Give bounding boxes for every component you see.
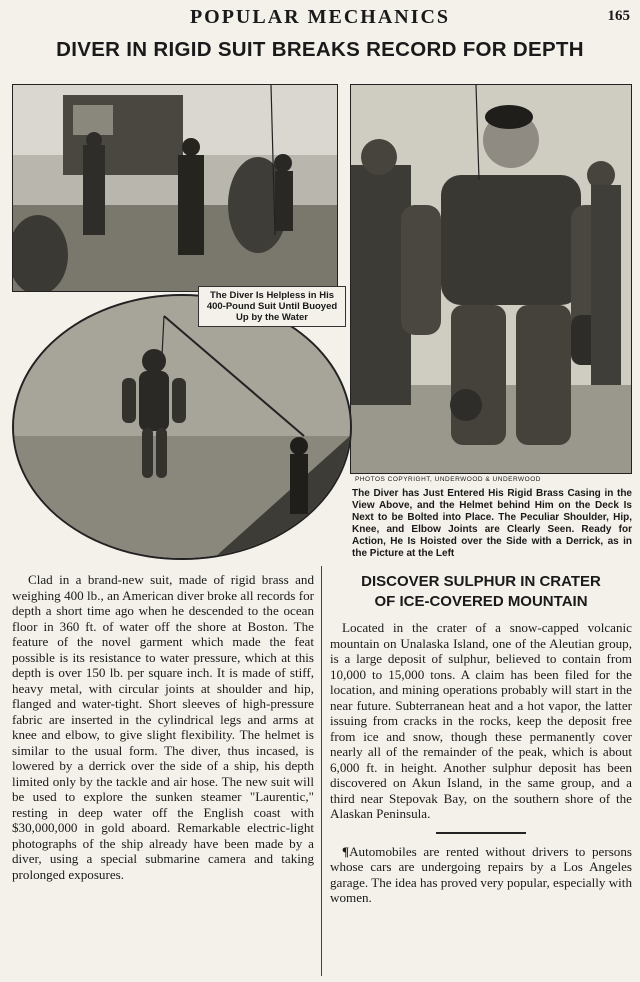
suit-photo-caption: The Diver has Just Entered His Rigid Brass Casing in the View Above, and the Helmet behind Him on the Deck Is Next to be Bolted into Place. The Peculiar Shoulder, Hip, Knee, and Elbow Joints are Clearly Seen. Ready for Action, He Is Hoisted over the Side with a Derrick, as in the Picture at the Left — [352, 488, 632, 559]
page-number: 165 — [607, 8, 630, 24]
sulphur-title-line-1: DISCOVER SULPHUR IN CRATER — [361, 573, 601, 590]
helpless-caption: The Diver Is Helpless in His 400-Pound Suit Until Buoyed Up by the Water — [198, 286, 346, 327]
automobile-brief-text: Automobiles are rented without drivers to persons whose cars are undergoing repairs by a Los Angeles garage. The idea has proved very popular, especially with women. — [330, 843, 632, 905]
headline: DIVER IN RIGID SUIT BREAKS RECORD FOR DEPTH — [56, 38, 584, 61]
diver-article — [12, 572, 314, 882]
column-divider — [321, 566, 322, 976]
sulphur-article-body: Located in the crater of a snow-capped volcanic mountain on Unalaska Island, one of the Aleutian group, is a large deposit of sulphur, believed to contain from 10,000 to 15,000 tons. A claim has been filed for the location, and mining operations probably will start in the near future. Subterranean heat and a hot vapor, the latter issuing from cracks in the rocks, keep the deposit free from ice and snow, though these permanently cover nearly all of the remainder of the peak, which is about 6,000 ft. in height. Another sulphur deposit has been discovered on Akun Island, in the same group, and a third near Stepovak Bay, on the southern shore of the Alaskan Peninsula. — [330, 620, 632, 821]
sulphur-title-line-2: OF ICE-COVERED MOUNTAIN — [374, 593, 588, 610]
page-header — [0, 6, 640, 28]
paragraph-mark-icon: ¶ — [342, 843, 350, 859]
automobile-brief — [330, 844, 632, 906]
masthead: POPULAR MECHANICS — [189, 6, 451, 28]
sulphur-article — [330, 572, 632, 906]
derrick-photo — [12, 294, 352, 560]
section-rule — [436, 832, 526, 834]
diver-article-body: Clad in a brand-new suit, made of rigid brass and weighing 400 lb., an American diver broke all records for depth a short time ago when he descended to the ocean floor in 360 ft. of water off the shore at Boston. The feature of the novel garment which made the feat possible is its resistance to water pressure, which at this depth is over 150 lb. per square inch. It is made of stiff, heavy metal, with circular joints at shoulder and hip, flanged and water-tight. Short sleeves of high-pressure fabric are inserted in the cylindrical legs and arms at knee and elbow, to give slight flexibility. The helmet is similar to the usual form. The diver, thus incased, is lowered by a derrick over the side of a ship, his depth limited only by the tackle and air hose. The new suit will be used to explore the sunken steamer "Laurentic," resting in deep water off the English coast with $30,000,000 in gold aboard. Remarkable electric-light photographs of the ship already have been made by a diver, using a special submarine camera and taking prolonged exposures. — [12, 572, 314, 882]
sulphur-article-title — [330, 572, 632, 612]
photo-credit: PHOTOS COPYRIGHT, UNDERWOOD & UNDERWOOD — [355, 476, 541, 483]
deck-photo — [12, 84, 338, 292]
diver-suit-photo — [350, 84, 632, 474]
